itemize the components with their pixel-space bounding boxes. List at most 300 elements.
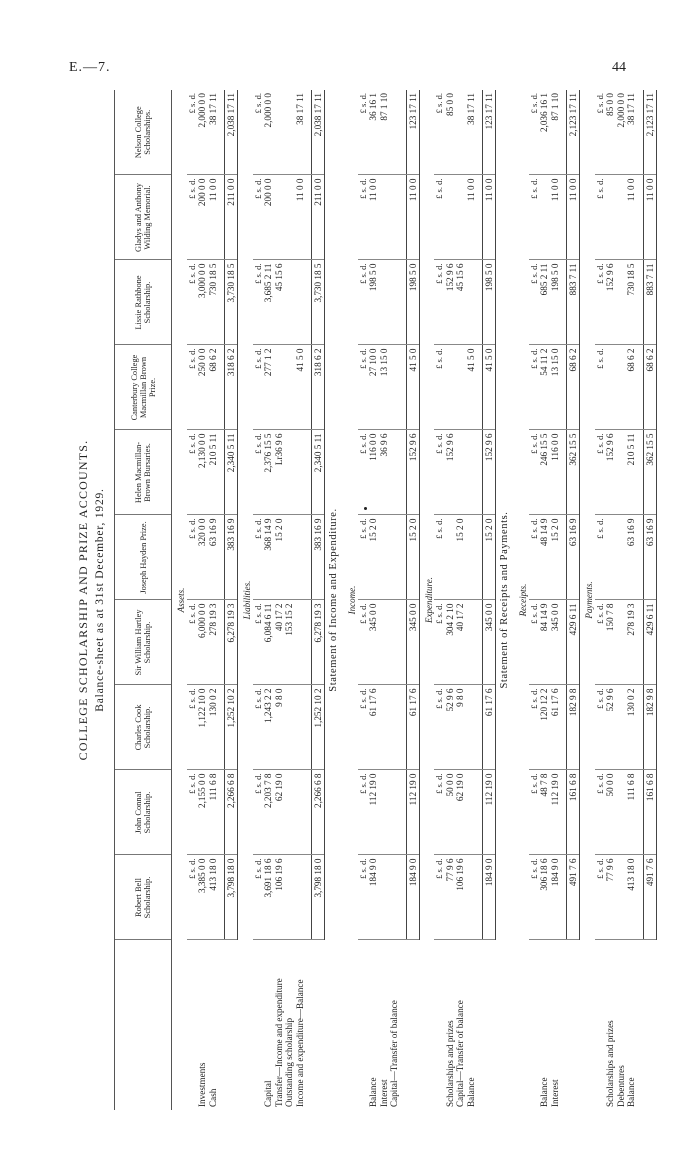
value-cell: 68 6 2 bbox=[208, 345, 219, 430]
table-row bbox=[605, 90, 616, 1110]
total-cell: 883 7 11 bbox=[567, 260, 580, 345]
value-cell bbox=[389, 515, 400, 600]
value-cell: 45 15 6 bbox=[274, 260, 285, 345]
value-cell bbox=[616, 175, 627, 260]
table-row bbox=[455, 90, 466, 1110]
value-cell bbox=[389, 345, 400, 430]
value-cell: 730 18 5 bbox=[626, 260, 637, 345]
section-heading bbox=[172, 90, 187, 1110]
total-cell: 211 0 0 bbox=[312, 175, 325, 260]
value-cell: 345 0 0 bbox=[550, 600, 561, 685]
value-cell: 152 9 6 bbox=[605, 430, 616, 515]
value-cell bbox=[379, 600, 390, 685]
unit-cell: £ s. d. bbox=[434, 430, 445, 515]
value-cell bbox=[445, 515, 456, 600]
value-cell bbox=[295, 600, 306, 685]
value-cell: 77 9 6 bbox=[605, 855, 616, 940]
value-cell bbox=[466, 515, 477, 600]
label-column-header bbox=[115, 940, 172, 1110]
total-cell: 345 0 0 bbox=[483, 600, 496, 685]
value-cell: 2,130 0 0 bbox=[197, 430, 208, 515]
value-cell bbox=[284, 515, 295, 600]
statement-heading-text: Statement of Income and Expenditure. bbox=[328, 508, 339, 692]
unit-cell: £ s. d. bbox=[358, 855, 369, 940]
unit-cell: £ s. d. bbox=[434, 770, 445, 855]
unit-cell: £ s. d. bbox=[529, 175, 540, 260]
total-cell: 2,340 5 11 bbox=[312, 430, 325, 515]
column-header: Sir William Hartley Scholarship. bbox=[115, 600, 172, 685]
value-cell: 130 0 2 bbox=[208, 685, 219, 770]
value-cell: 730 18 5 bbox=[208, 260, 219, 345]
table-row bbox=[379, 90, 390, 1110]
value-cell: 120 12 2 bbox=[539, 685, 550, 770]
unit-cell: £ s. d. bbox=[253, 430, 264, 515]
value-cell bbox=[295, 685, 306, 770]
value-cell bbox=[539, 175, 550, 260]
total-label bbox=[225, 940, 238, 1110]
column-header: Gladys and Anthony Wilding Memorial. bbox=[115, 175, 172, 260]
total-cell: 429 6 11 bbox=[567, 600, 580, 685]
unit-row bbox=[595, 90, 606, 1110]
unit-label-cell bbox=[253, 940, 264, 1110]
value-cell: 3,385 0 0 bbox=[197, 855, 208, 940]
value-cell bbox=[379, 855, 390, 940]
value-cell: 111 6 8 bbox=[626, 770, 637, 855]
total-cell: 11 0 0 bbox=[643, 175, 656, 260]
total-cell: 883 7 11 bbox=[643, 260, 656, 345]
value-cell bbox=[455, 90, 466, 175]
value-cell bbox=[616, 600, 627, 685]
unit-label-cell bbox=[358, 940, 369, 1110]
value-cell: 111 6 8 bbox=[208, 770, 219, 855]
table-row bbox=[539, 90, 550, 1110]
value-cell bbox=[284, 770, 295, 855]
value-cell bbox=[379, 770, 390, 855]
statement-heading bbox=[325, 90, 344, 1110]
value-cell bbox=[616, 345, 627, 430]
unit-cell: £ s. d. bbox=[187, 685, 198, 770]
value-cell: 3,691 18 6 bbox=[263, 855, 274, 940]
unit-cell: £ s. d. bbox=[595, 515, 606, 600]
value-cell: 6,084 6 11 bbox=[263, 600, 274, 685]
unit-cell: £ s. d. bbox=[253, 175, 264, 260]
unit-cell: £ s. d. bbox=[595, 430, 606, 515]
column-header: Lissie Rathbone Scholarship. bbox=[115, 260, 172, 345]
page-number: 44 bbox=[612, 60, 626, 75]
table-row bbox=[445, 90, 456, 1110]
section-heading-text: Expenditure. bbox=[423, 577, 434, 623]
unit-cell: £ s. d. bbox=[358, 515, 369, 600]
value-cell: 306 18 6 bbox=[539, 855, 550, 940]
total-cell: 152 9 6 bbox=[483, 430, 496, 515]
row-label: Balance bbox=[626, 1077, 637, 1107]
value-cell: 50 0 0 bbox=[605, 770, 616, 855]
column-header: Helen Macmillan-Brown Bursaries. bbox=[115, 430, 172, 515]
value-cell: 36 9 6 bbox=[379, 430, 390, 515]
value-cell bbox=[466, 600, 477, 685]
rotated-table-panel bbox=[64, 90, 664, 1110]
section-heading-text: Income. bbox=[347, 585, 358, 615]
unit-cell: £ s. d. bbox=[187, 345, 198, 430]
statement-heading bbox=[496, 90, 515, 1110]
value-cell bbox=[445, 345, 456, 430]
value-cell bbox=[389, 600, 400, 685]
total-row bbox=[406, 90, 419, 1110]
unit-cell: £ s. d. bbox=[529, 260, 540, 345]
value-cell bbox=[466, 855, 477, 940]
value-cell bbox=[284, 430, 295, 515]
value-cell: 2,000 0 0 bbox=[263, 90, 274, 175]
unit-cell: £ s. d. bbox=[253, 515, 264, 600]
total-cell: 362 15 5 bbox=[567, 430, 580, 515]
unit-cell: £ s. d. bbox=[529, 515, 540, 600]
value-cell: 9 8 0 bbox=[274, 685, 285, 770]
unit-cell: £ s. d. bbox=[595, 345, 606, 430]
value-cell: 52 9 6 bbox=[445, 685, 456, 770]
value-cell bbox=[616, 515, 627, 600]
value-cell: 1,243 2 2 bbox=[263, 685, 274, 770]
value-cell: 2,036 16 1 bbox=[539, 90, 550, 175]
value-cell: 61 17 6 bbox=[550, 685, 561, 770]
document-title: COLLEGE SCHOLARSHIP AND PRIZE ACCOUNTS. bbox=[76, 439, 90, 761]
unit-cell: £ s. d. bbox=[434, 600, 445, 685]
value-cell: 11 0 0 bbox=[466, 175, 477, 260]
value-cell: 3,685 2 11 bbox=[263, 260, 274, 345]
total-cell: 41 5 0 bbox=[406, 345, 419, 430]
value-cell: 152 9 6 bbox=[605, 260, 616, 345]
total-row bbox=[225, 90, 238, 1110]
total-row bbox=[567, 90, 580, 1110]
value-cell bbox=[466, 685, 477, 770]
table-row bbox=[263, 90, 274, 1110]
unit-cell: £ s. d. bbox=[358, 90, 369, 175]
value-cell bbox=[389, 90, 400, 175]
column-header: Charles Cook Scholarship. bbox=[115, 685, 172, 770]
value-cell: 304 2 10 bbox=[445, 600, 456, 685]
total-cell: 2,266 6 8 bbox=[225, 770, 238, 855]
value-cell bbox=[616, 770, 627, 855]
value-cell: 210 5 11 bbox=[208, 430, 219, 515]
value-cell: 116 0 0 bbox=[368, 430, 379, 515]
total-cell: 491 7 6 bbox=[567, 855, 580, 940]
value-cell: 38 17 11 bbox=[466, 90, 477, 175]
total-cell: 198 5 0 bbox=[406, 260, 419, 345]
value-cell: 45 15 6 bbox=[455, 260, 466, 345]
total-cell: 11 0 0 bbox=[406, 175, 419, 260]
value-cell: 278 19 3 bbox=[208, 600, 219, 685]
row-label: Balance bbox=[465, 1077, 476, 1107]
value-cell: 11 0 0 bbox=[208, 175, 219, 260]
total-cell: 68 6 2 bbox=[567, 345, 580, 430]
column-header-row bbox=[115, 90, 172, 1110]
value-cell bbox=[284, 855, 295, 940]
value-cell: 112 19 0 bbox=[550, 770, 561, 855]
value-cell: 11 0 0 bbox=[368, 175, 379, 260]
value-cell bbox=[284, 685, 295, 770]
total-cell: 182 9 8 bbox=[643, 685, 656, 770]
document-code: E.—7. bbox=[69, 60, 111, 75]
row-label: Income and expenditure—Balance bbox=[294, 979, 305, 1107]
section-heading bbox=[514, 90, 529, 1110]
unit-cell: £ s. d. bbox=[358, 600, 369, 685]
unit-label-cell bbox=[187, 940, 198, 1110]
value-cell bbox=[605, 515, 616, 600]
total-cell: 318 6 2 bbox=[225, 345, 238, 430]
value-cell: 77 9 6 bbox=[445, 855, 456, 940]
unit-cell: £ s. d. bbox=[529, 600, 540, 685]
value-cell: 210 5 11 bbox=[626, 430, 637, 515]
value-cell bbox=[379, 260, 390, 345]
total-cell: 2,038 17 11 bbox=[312, 90, 325, 175]
value-cell bbox=[466, 260, 477, 345]
unit-cell: £ s. d. bbox=[187, 260, 198, 345]
total-label bbox=[567, 940, 580, 1110]
total-cell: 362 15 5 bbox=[643, 430, 656, 515]
unit-cell: £ s. d. bbox=[187, 430, 198, 515]
value-cell: 2,000 0 0 bbox=[616, 90, 627, 175]
total-cell: 3,730 18 5 bbox=[312, 260, 325, 345]
row-label: Cash bbox=[207, 1088, 218, 1107]
ink-mark bbox=[364, 507, 367, 510]
total-cell: 2,266 6 8 bbox=[312, 770, 325, 855]
total-cell: 345 0 0 bbox=[406, 600, 419, 685]
value-cell: 116 0 0 bbox=[550, 430, 561, 515]
value-cell: 198 5 0 bbox=[368, 260, 379, 345]
unit-row bbox=[358, 90, 369, 1110]
value-cell: 413 18 0 bbox=[208, 855, 219, 940]
value-cell bbox=[274, 90, 285, 175]
total-label bbox=[483, 940, 496, 1110]
unit-cell: £ s. d. bbox=[434, 345, 445, 430]
value-cell bbox=[284, 175, 295, 260]
value-cell bbox=[616, 855, 627, 940]
section-heading-text: Payments. bbox=[584, 581, 595, 619]
value-cell: 85 0 0 bbox=[445, 90, 456, 175]
total-cell: 161 6 8 bbox=[643, 770, 656, 855]
unit-cell: £ s. d. bbox=[358, 260, 369, 345]
total-label bbox=[406, 940, 419, 1110]
value-cell: 2,203 7 8 bbox=[263, 770, 274, 855]
row-label: Capital—Transfer of balance bbox=[389, 1000, 400, 1107]
value-cell bbox=[455, 345, 466, 430]
value-cell bbox=[389, 770, 400, 855]
unit-cell: £ s. d. bbox=[529, 685, 540, 770]
row-label: Scholarships and prizes bbox=[605, 1020, 616, 1107]
unit-cell: £ s. d. bbox=[595, 175, 606, 260]
table-row bbox=[626, 90, 637, 1110]
unit-cell: £ s. d. bbox=[358, 175, 369, 260]
unit-cell: £ s. d. bbox=[595, 600, 606, 685]
unit-label-cell bbox=[434, 940, 445, 1110]
total-row bbox=[483, 90, 496, 1110]
value-cell bbox=[274, 175, 285, 260]
value-cell: 6,000 0 0 bbox=[197, 600, 208, 685]
total-cell: 112 19 0 bbox=[406, 770, 419, 855]
unit-cell: £ s. d. bbox=[595, 855, 606, 940]
total-cell: 3,730 18 5 bbox=[225, 260, 238, 345]
unit-cell: £ s. d. bbox=[187, 600, 198, 685]
value-cell: 1,122 10 0 bbox=[197, 685, 208, 770]
total-cell: 184 9 0 bbox=[406, 855, 419, 940]
total-cell: 41 5 0 bbox=[483, 345, 496, 430]
value-cell bbox=[295, 260, 306, 345]
value-cell: 15 2 0 bbox=[368, 515, 379, 600]
value-cell: 3,000 0 0 bbox=[197, 260, 208, 345]
value-cell: 40 17 2 bbox=[455, 600, 466, 685]
table-row bbox=[274, 90, 285, 1110]
row-label: Debentures bbox=[615, 1065, 626, 1107]
value-cell: 36 16 1 bbox=[368, 90, 379, 175]
total-cell: 1,252 10 2 bbox=[225, 685, 238, 770]
unit-cell: £ s. d. bbox=[253, 90, 264, 175]
total-cell: 61 17 6 bbox=[406, 685, 419, 770]
table-row bbox=[389, 90, 400, 1110]
total-cell: 63 16 9 bbox=[567, 515, 580, 600]
value-cell: 48 7 8 bbox=[539, 770, 550, 855]
total-cell: 63 16 9 bbox=[643, 515, 656, 600]
value-cell bbox=[389, 855, 400, 940]
section-heading-text: Assets. bbox=[176, 587, 187, 613]
unit-cell: £ s. d. bbox=[358, 430, 369, 515]
unit-cell: £ s. d. bbox=[595, 685, 606, 770]
section-heading bbox=[238, 90, 253, 1110]
unit-row bbox=[187, 90, 198, 1110]
unit-cell: £ s. d. bbox=[434, 175, 445, 260]
value-cell bbox=[466, 770, 477, 855]
value-cell bbox=[389, 260, 400, 345]
total-cell: 6,278 19 3 bbox=[225, 600, 238, 685]
total-cell: 3,798 18 0 bbox=[225, 855, 238, 940]
unit-label-cell bbox=[529, 940, 540, 1110]
unit-cell: £ s. d. bbox=[529, 855, 540, 940]
value-cell: 40 17 2 bbox=[274, 600, 285, 685]
table-row bbox=[466, 90, 477, 1110]
unit-cell: £ s. d. bbox=[358, 685, 369, 770]
section-heading bbox=[419, 90, 434, 1110]
value-cell: 27 10 0 bbox=[368, 345, 379, 430]
value-cell: 11 0 0 bbox=[626, 175, 637, 260]
row-label: Scholarships and prizes bbox=[444, 1020, 455, 1107]
value-cell: 9 8 0 bbox=[455, 685, 466, 770]
section-heading bbox=[343, 90, 358, 1110]
unit-cell: £ s. d. bbox=[529, 770, 540, 855]
unit-row bbox=[253, 90, 264, 1110]
total-label bbox=[643, 940, 656, 1110]
total-cell: 112 19 0 bbox=[483, 770, 496, 855]
value-cell: 54 11 2 bbox=[539, 345, 550, 430]
value-cell: 63 16 9 bbox=[626, 515, 637, 600]
total-cell: 2,340 5 11 bbox=[225, 430, 238, 515]
row-label: Transfer—Income and expenditure bbox=[273, 978, 284, 1107]
unit-cell: £ s. d. bbox=[358, 770, 369, 855]
unit-cell: £ s. d. bbox=[253, 685, 264, 770]
row-label: Balance bbox=[539, 1077, 550, 1107]
unit-cell: £ s. d. bbox=[187, 90, 198, 175]
section-heading-text: Liabilities. bbox=[242, 580, 253, 620]
value-cell: 38 17 11 bbox=[626, 90, 637, 175]
total-cell: 15 2 0 bbox=[483, 515, 496, 600]
value-cell bbox=[379, 515, 390, 600]
document-subtitle: Balance-sheet as at 31st December, 1929. bbox=[94, 488, 106, 712]
unit-cell: £ s. d. bbox=[187, 770, 198, 855]
value-cell bbox=[605, 175, 616, 260]
column-header: Joseph Hayden Prize. bbox=[115, 515, 172, 600]
section-heading bbox=[580, 90, 595, 1110]
table-body bbox=[172, 90, 657, 1110]
total-cell: 3,798 18 0 bbox=[312, 855, 325, 940]
unit-cell: £ s. d. bbox=[253, 600, 264, 685]
value-cell: 13 15 0 bbox=[550, 345, 561, 430]
unit-row bbox=[434, 90, 445, 1110]
value-cell bbox=[455, 430, 466, 515]
total-label bbox=[312, 940, 325, 1110]
unit-label-cell bbox=[595, 940, 606, 1110]
table-row bbox=[208, 90, 219, 1110]
unit-row bbox=[529, 90, 540, 1110]
unit-cell: £ s. d. bbox=[434, 90, 445, 175]
value-cell: 198 5 0 bbox=[550, 260, 561, 345]
value-cell: 41 5 0 bbox=[466, 345, 477, 430]
total-cell: 383 16 9 bbox=[225, 515, 238, 600]
value-cell: 277 1 2 bbox=[263, 345, 274, 430]
value-cell: 130 0 2 bbox=[626, 685, 637, 770]
total-cell: 2,123 17 11 bbox=[567, 90, 580, 175]
total-cell: 198 5 0 bbox=[483, 260, 496, 345]
table-row bbox=[197, 90, 208, 1110]
total-cell: 15 2 0 bbox=[406, 515, 419, 600]
value-cell bbox=[455, 175, 466, 260]
value-cell bbox=[616, 685, 627, 770]
row-label: Investments bbox=[197, 1062, 208, 1107]
value-cell bbox=[379, 175, 390, 260]
unit-cell: £ s. d. bbox=[595, 260, 606, 345]
value-cell: 278 19 3 bbox=[626, 600, 637, 685]
value-cell: 200 0 0 bbox=[197, 175, 208, 260]
value-cell bbox=[284, 90, 295, 175]
total-cell: 383 16 9 bbox=[312, 515, 325, 600]
column-header: John Connal Scholarship. bbox=[115, 770, 172, 855]
total-cell: 123 17 11 bbox=[483, 90, 496, 175]
total-cell: 2,038 17 11 bbox=[225, 90, 238, 175]
unit-cell: £ s. d. bbox=[529, 90, 540, 175]
value-cell bbox=[295, 855, 306, 940]
value-cell: 15 2 0 bbox=[455, 515, 466, 600]
value-cell: 2,155 0 0 bbox=[197, 770, 208, 855]
unit-cell: £ s. d. bbox=[434, 260, 445, 345]
value-cell: 106 19 6 bbox=[455, 855, 466, 940]
value-cell: 150 7 8 bbox=[605, 600, 616, 685]
unit-cell: £ s. d. bbox=[595, 90, 606, 175]
value-cell: 84 14 9 bbox=[539, 600, 550, 685]
value-cell: 200 0 0 bbox=[263, 175, 274, 260]
value-cell bbox=[295, 770, 306, 855]
value-cell: 63 16 9 bbox=[208, 515, 219, 600]
table-row bbox=[295, 90, 306, 1110]
accounts-table bbox=[114, 90, 657, 1110]
value-cell: 13 15 0 bbox=[379, 345, 390, 430]
total-cell: 211 0 0 bbox=[225, 175, 238, 260]
total-cell: 491 7 6 bbox=[643, 855, 656, 940]
value-cell bbox=[274, 345, 285, 430]
total-cell: 182 9 8 bbox=[567, 685, 580, 770]
total-cell: 1,252 10 2 bbox=[312, 685, 325, 770]
total-row bbox=[312, 90, 325, 1110]
column-header: Robert Bell Scholarship. bbox=[115, 855, 172, 940]
value-cell: Lr36 9 6 bbox=[274, 430, 285, 515]
value-cell: 52 9 6 bbox=[605, 685, 616, 770]
value-cell: 48 14 9 bbox=[539, 515, 550, 600]
row-label: Interest bbox=[378, 1079, 389, 1107]
